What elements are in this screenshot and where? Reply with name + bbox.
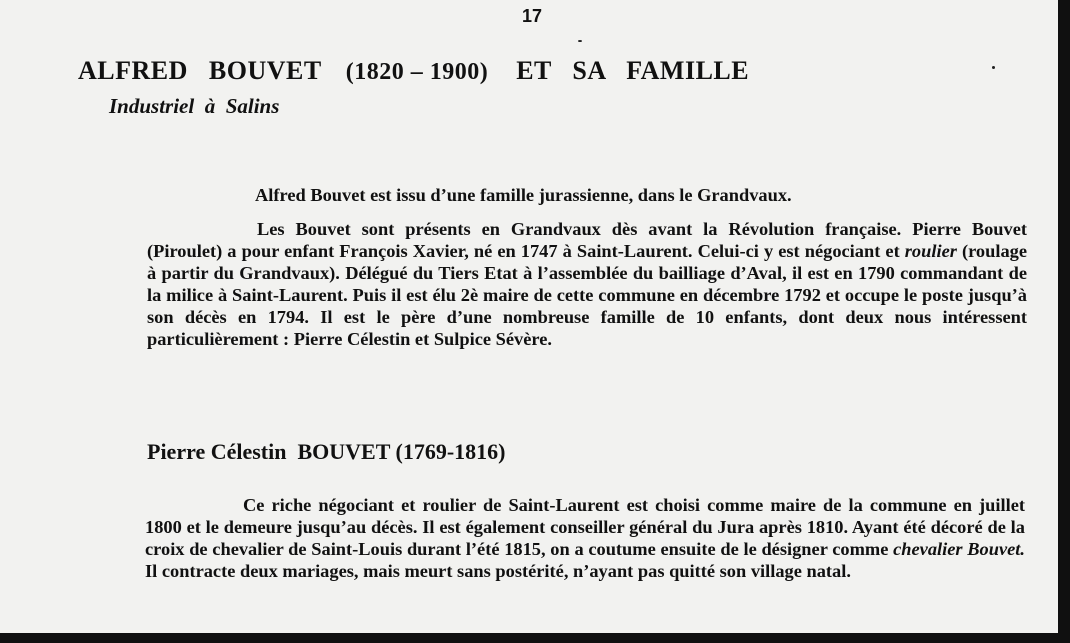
document-title: [78, 56, 749, 86]
section-paragraph-text-b: Il contracte deux mariages, mais meurt sans postérité, n’ayant pas quitté son village natal.: [145, 561, 851, 581]
scan-speck: [578, 40, 582, 42]
scan-border-bottom: [0, 633, 1070, 643]
intro-paragraph-2-text-b: (roulage à partir du Grandvaux). Délégué du Tiers Etat à l’assemblée du bailliage d’Aval, il est en 1790 commandant de la milice à Saint-Laurent. Puis il est élu 2è maire de cette commune en décembre 1792 et occupe le poste jusqu’à son décès en 1794. Il est le père d’une nombreuse famille de 10 enfants, dont deux nous intéressent particulièrement : Pierre Célestin et Sulpice Sévère.: [147, 241, 1028, 349]
section-paragraph-italic: chevalier Bouvet.: [893, 539, 1025, 559]
title-dates: (1820 – 1900): [345, 59, 489, 85]
intro-paragraph-1: Alfred Bouvet est issu d’une famille jurassienne, dans le Grandvaux.: [255, 185, 792, 205]
intro-paragraph-2-text-a: Les Bouvet sont présents en Grandvaux dès avant la Révolution française. Pierre Bouvet (Piroulet) a pour enfant François Xavier, né en 1747 à Saint-Laurent. Celui-ci y est négociant et: [147, 219, 1027, 261]
scan-speck: [992, 66, 995, 69]
section-heading: Pierre Célestin BOUVET (1769-1816): [147, 439, 506, 464]
intro-paragraph-2: [147, 218, 1027, 350]
section-paragraph-text-a: Ce riche négociant et roulier de Saint-Laurent est choisi comme maire de la commune en juillet 1800 et le demeure jusqu’au décès. Il est également conseiller général du Jura après 1810. Ayant été décoré de la croix de chevalier de Saint-Louis durant l’été 1815, on a coutume ensuite de le désigner comme: [145, 495, 1025, 559]
intro-paragraph-2-italic: roulier: [904, 241, 957, 261]
scan-border-right: [1058, 0, 1070, 643]
title-name: ALFRED BOUVET: [78, 56, 322, 85]
page-number: 17: [522, 6, 543, 26]
title-rest: ET SA FAMILLE: [516, 56, 750, 85]
document-subtitle: Industriel à Salins: [109, 94, 280, 118]
section-paragraph: [145, 494, 1025, 582]
